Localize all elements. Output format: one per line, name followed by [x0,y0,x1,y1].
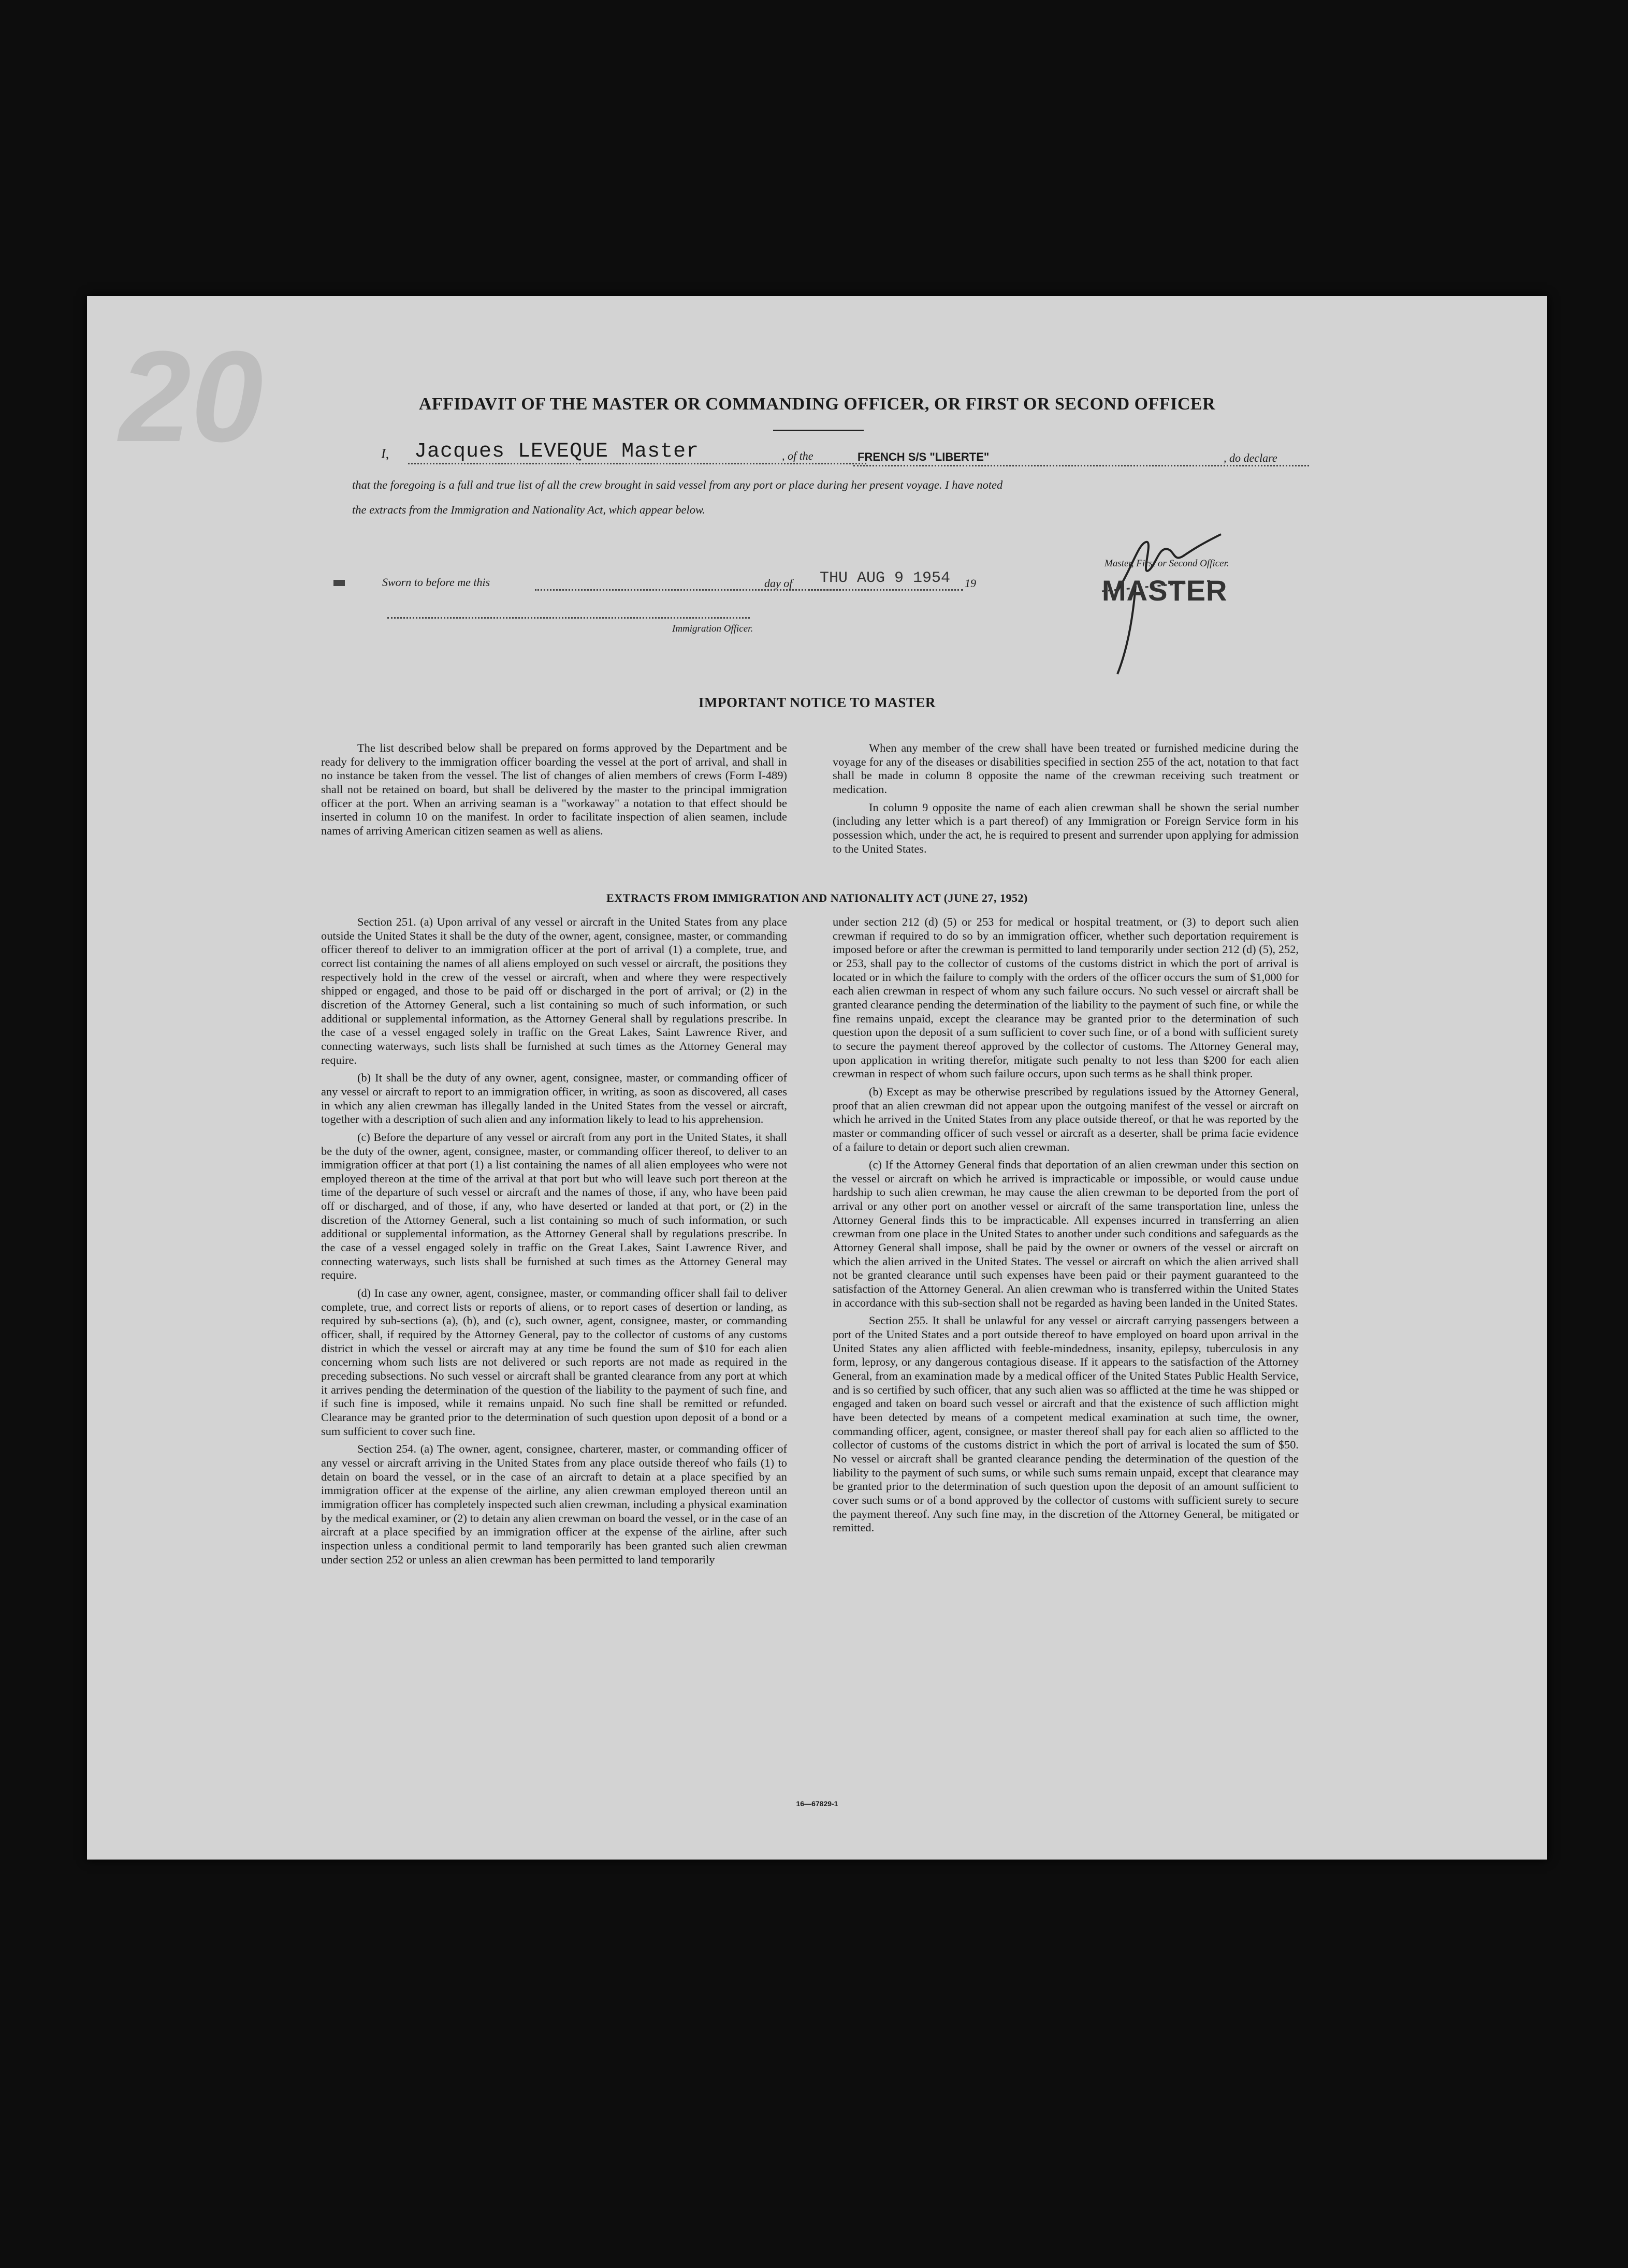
vessel-name: FRENCH S/S "LIBERTE" [857,450,990,463]
section-251-d: (d) In case any owner, agent, consignee, master, or commanding officer shall fail to deliver complete, true, and correct lists or reports of aliens, or to report cases of desertion or landing, as required by sub-sections (a), (b), and (c), such owner, agent, consignee, master, or commanding officer, shall, if required by the Attorney General, pay to the collector of customs of any customs district in which the vessel or aircraft may at any time be found the sum of $10 for each alien concerning whom such lists are not delivered or such reports are not made as required in the preceding subsections. No such vessel or aircraft shall be granted clearance from any port at which it arrives pending the determination of the question of the liability to the payment of such fine, and if such fine is imposed, while it remains unpaid. No such fine shall be remitted or refunded. Clearance may be granted prior to the determination of such question upon deposit of a bond or a sum sufficient to cover such fine. [321,1286,787,1438]
section-254-a-continued: under section 212 (d) (5) or 253 for medical or hospital treatment, or (3) to deport such alien crewman if required to do so by an immigration officer, whether such deportation requirement is imposed before or after the crewman is permitted to land temporarily under section 212 (d) (5), 252, or 253, shall pay to the collector of customs of the customs district in which the port of arrival is located or in which the failure to comply with the orders of the officer occurs the sum of $1,000 for each alien crewman in respect of whom any such failure occurs. No such vessel or aircraft shall be granted clearance pending the determination of the liability to the payment of such fine, or while the fine remains unpaid, except the clearance may be granted prior to the determination of such question upon the deposit of a sum sufficient to cover such fine, or of a bond with sufficient surety to secure the payment thereof approved by the collector of customs. The Attorney General may, upon application in writing therefor, mitigate such penalty to not less than $200 for each alien crewman in respect of whom such failure occurs, upon such terms as he shall think proper. [833,915,1299,1080]
name-line [408,463,866,464]
date-line [808,589,963,591]
master-name: Jacques LEVEQUE Master [414,440,700,463]
declaration-prefix: I, [381,446,389,461]
sworn-line [535,589,840,591]
extracts-heading: EXTRACTS FROM IMMIGRATION AND NATIONALITY ACT (JUNE 27, 1952) [606,891,1028,904]
day-of-label: day of [764,577,793,590]
declaration-line-2: that the foregoing is a full and true list of all the crew brought in said vessel from any port or place during her present voyage. I have noted [352,478,1003,491]
section-251-c: (c) Before the departure of any vessel or aircraft from any port in the United States, it shall be the duty of the owner, agent, consignee, master, or commanding officer thereof, to deliver to an immigration officer at that port (1) a list containing the names of all alien employees who were not employed thereon at the time of the arrival at that port but who will leave such port thereon at the time of the departure of such vessel or aircraft and the names of those, if any, who have been paid off or discharged, and of those, if any, who have deserted or landed at that port, or (2) in the discretion of the Attorney General, such a list containing so much of such information, or such additional or supplemental information, as the Attorney General shall by regulations prescribe. In the case of a vessel engaged solely in traffic on the Great Lakes, Saint Lawrence River, and connecting waterways, such lists shall be furnished at such times as the Attorney General may require. [321,1130,787,1282]
master-stamp: MASTER [1102,574,1228,607]
notice-right-paragraph-1: When any member of the crew shall have been treated or furnished medicine during the voyage for any of the diseases or disabilities specified in section 255 of the act, notation to that fact shall be made in column 8 opposite the name of the crewman receiving such treatment or medication. [833,741,1299,796]
date-stamp: THU AUG 9 1954 [820,569,951,587]
vessel-line [853,465,1309,466]
mark-icon [333,580,345,586]
immigration-officer-label: Immigration Officer. [672,623,753,634]
notice-right-paragraph-2: In column 9 opposite the name of each alien crewman shall be shown the serial number (including any letter which is a part thereof) of any Immigration or Foreign Service form in his possession which, under the act, he is required to present and surrender upon applying for admission to the United States. [833,800,1299,855]
notice-heading: IMPORTANT NOTICE TO MASTER [699,695,936,710]
year-label: 19 [965,577,976,590]
master-signature-label: Master, First or Second Officer. [1104,558,1229,569]
of-the-label: , of the [782,449,813,462]
section-254-b: (b) Except as may be otherwise prescribed by regulations issued by the Attorney General, proof that an alien crewman did not appear upon the outgoing manifest of the vessel or aircraft on which he arrived in the United States from any place outside thereof, or that he was reported by the master or commanding officer of such vessel or aircraft as a deserter, shall be prima facie evidence of a failure to detain or deport such alien crewman. [833,1085,1299,1153]
extracts-right-column [833,915,1299,1539]
section-254-a: Section 254. (a) The owner, agent, consignee, charterer, master, or commanding officer of any vessel or aircraft arriving in the United States from any place outside thereof who fails (1) to detain on board the vessel, or in the case of an aircraft to detain at a place specified by an immigration officer at the expense of the airline, any alien crewman employed thereon until an immigration officer has completely inspected such alien crewman, including a physical examination by the medical examiner, or (2) to detain any alien crewman on board the vessel, or in the case of an aircraft at a place specified by an immigration officer at the expense of the airline, after such inspection unless a conditional permit to land temporarily has been granted such alien crewman under section 252 or unless an alien crewman has been permitted to land temporarily [321,1442,787,1566]
notice-left-paragraph: The list described below shall be prepared on forms approved by the Department and be ready for delivery to the immigration officer boarding the vessel at the port of arrival, and shall in no instance be taken from the vessel. The list of changes of alien members of crews (Form I-489) shall not be retained on board, but shall be delivered by the master to the principal immigration officer at the port. When an arriving seaman is a "workaway" a notation to that effect should be inserted in column 10 on the manifest. In order to facilitate inspection of alien seamen, include names of arriving American citizen seamen as well as aliens. [321,741,787,837]
section-254-c: (c) If the Attorney General finds that deportation of an alien crewman under this section on the vessel or aircraft on which he arrived is impracticable or impossible, or would cause undue hardship to such alien crewman, he may cause the alien crewman to be deported from the port of arrival or any other port on another vessel or aircraft of the same transportation line, unless the Attorney General finds this to be impracticable. All expenses incurred in transferring an alien crewman from one place in the United States to another under such conditions and safeguards as the Attorney General shall impose, shall be paid by the owner or owners of the vessel or aircraft on which the alien arrived in the United States. The vessel or aircraft on which the alien arrived shall not be granted clearance until such expenses have been paid or their payment guaranteed to the satisfaction of the Attorney General. An alien crewman who is transferred within the United States in accordance with this sub-section shall not be regarded as having been landed in the United States. [833,1158,1299,1309]
notice-left [321,741,787,842]
title-divider [773,430,864,431]
ghost-page-number: 20 [119,324,264,469]
notice-right [833,741,1299,860]
do-declare-label: , do declare [1224,451,1277,464]
extracts-left-column [321,915,787,1571]
section-251-a: Section 251. (a) Upon arrival of any vessel or aircraft in the United States from any place outside the United States it shall be the duty of the owner, agent, consignee, master, or commanding officer thereof to deliver to an immigration officer at the port of arrival (1) a complete, true, and correct list containing the names of all aliens employed on such vessel or aircraft, the positions they respectively hold in the crew of the vessel or aircraft, when and where they were respectively shipped or engaged, and those to be paid off or discharged in the port of arrival; or (2) in the discretion of the Attorney General, such a list containing so much of such information, or such additional or supplemental information, as the Attorney General shall by regulations prescribe. In the case of a vessel engaged solely in traffic on the Great Lakes, Saint Lawrence River, and connecting waterways, such lists shall be furnished at such times as the Attorney General may require. [321,915,787,1066]
declaration-line-3: the extracts from the Immigration and Nationality Act, which appear below. [352,503,706,516]
section-255: Section 255. It shall be unlawful for any vessel or aircraft carrying passengers between a port of the United States and a port outside thereof to have employed on board upon arrival in the United States any alien afflicted with feeble-mindedness, insanity, epilepsy, tuberculosis in any form, leprosy, or any dangerous contagious disease. If it appears to the satisfaction of the Attorney General, from an examination made by a medical officer of the United States Public Health Service, and is so certified by such officer, that any such alien was so afflicted at the time he was shipped or engaged and taken on board such vessel or aircraft and that the existence of such affliction might have been detected by means of a competent medical examination at such time, the owner, commanding officer, agent, consignee, or master thereof shall pay for each alien so afflicted to the collector of customs of the customs district in which the port of arrival is located the sum of $50. No vessel or aircraft shall be granted clearance pending the determination of the question of the liability to the payment of such sums, or while such sums remain unpaid, except that clearance may be granted prior to the determination of such question upon the deposit of an amount sufficient to cover such sums or of a bond approved by the collector of customs with sufficient surety to secure the payment thereof. Any such fine may, in the discretion of the Attorney General, be mitigated or remitted. [833,1314,1299,1534]
form-number: 16—67829-1 [796,1799,838,1808]
affidavit-title: AFFIDAVIT OF THE MASTER OR COMMANDING OFFICER, OR FIRST OR SECOND OFFICER [418,394,1216,414]
sworn-label: Sworn to before me this [382,576,490,589]
affidavit-page [87,296,1547,1860]
section-251-b: (b) It shall be the duty of any owner, agent, consignee, master, or commanding officer of any vessel or aircraft to report to an immigration officer, in writing, as soon as discovered, all cases in which any alien crewman has illegally landed in the United States from the vessel or aircraft, together with a description of such alien and any information likely to lead to his apprehension. [321,1071,787,1126]
officer-line [387,617,750,619]
